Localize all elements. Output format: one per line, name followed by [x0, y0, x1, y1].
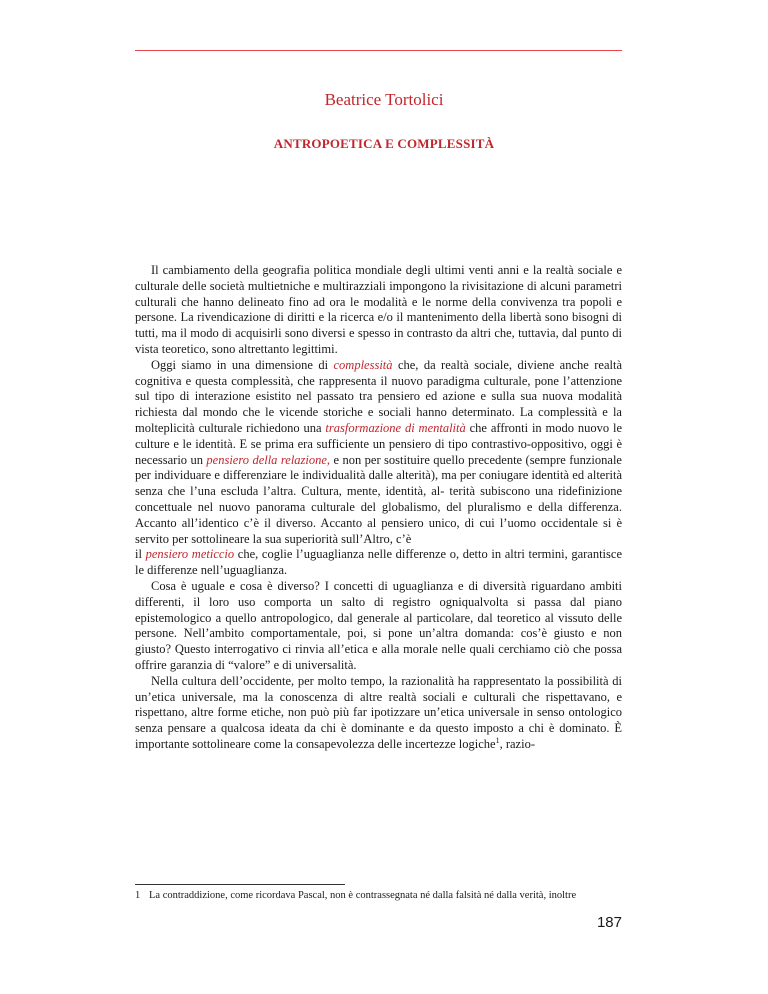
paragraph-3-text-b: che, coglie l’uguaglianza nelle differenze o, detto in altri termini, garantisce le differenze nell’uguaglianza.: [135, 547, 622, 578]
footnote-rule: [135, 884, 345, 885]
paragraph-1: Il cambiamento della geografia politica mondiale degli ultimi venti anni e la realtà sociale e culturale delle società multietniche e multirazziali impongono la rivisitazione di alcuni parametri culturali che hanno delineato fino ad ora le modalità e le norme della convivenza tra popoli e persone. La rivendicazione di diritti e la ricerca e/o il mantenimento della libertà sono bisogni di tutti, ma il modo di acquisirli sono diversi e spesso in contrasto da altri che, tuttavia, dal punto di vista teoretico, sono altrettanto legittimi.: [135, 263, 622, 356]
emphasis-trasformazione: trasformazione di mentalità: [325, 420, 466, 435]
paragraph-2: [135, 358, 622, 548]
footnote-reference: 1: [495, 735, 500, 745]
author-name: Beatrice Tortolici: [324, 90, 444, 109]
paragraph-5-text-b: , razio-: [499, 736, 535, 751]
paragraph-2-text-b: che, da realtà sociale, diviene anche realtà cognitiva e questa complessità, che rappresenta il nuovo paradigma culturale, pone l’attenzione sul tipo di interazione esistito nel passato tra pensiero ed azione e sulla sua nuova modalità richiesta dal mondo che le vicende storiche e sociali hanno determinato. La complessità e la molteplicità culturale richiedono una: [135, 357, 622, 435]
paragraph-2-text-a: Oggi siamo in una dimensione di: [151, 357, 334, 372]
page-number: 187: [596, 914, 622, 931]
paragraph-5-text-a: Nella cultura dell’occidente, per molto tempo, la razionalità ha rappresentato la possibilità di un’etica universale, ma la conoscenza di altre realtà sociali e culturali che rispettavano, e rispettano, altre forme etiche, non può più far ipotizzare un’etica universale in senso ontologico senza pensare a qualcosa ideata da chi è dominante e da questo imposto a chi è dominato. È importante sottolineare come la consapevolezza delle incertezze logiche: [135, 673, 622, 751]
paragraph-2-text-c: che affronti in modo nuovo le culture e le identità. E se prima era sufficiente un pensiero di tipo contrastivo-oppositivo, oggi è necessario un: [135, 420, 622, 467]
emphasis-pensiero-relazione: pensiero della relazione,: [206, 452, 331, 467]
body-text: [135, 263, 622, 753]
paragraph-3: [135, 547, 622, 579]
paragraph-2-text-d: e non per sostituire quello precedente (sempre funzionale per individuare e differenziare le individualità dalle alterità), ma per coniugare identità ed alterità senza che l’una escluda l’altra. Cultura, mente, identità, al- terità subiscono una ridefinizione concettuale nel nuovo panorama culturale del globalismo, del pluralismo e della differenza. Accanto all’identico c’è il diverso. Accanto al pensiero unico, di cui l’uomo occidentale si è servito per sottolineare la sua superiorità sull’Altro, c’è: [135, 452, 622, 546]
footnote-text: La contraddizione, come ricordava Pascal, non è contrassegnata né dalla falsità né dalla verità, inoltre: [149, 890, 577, 901]
emphasis-complessita: complessità: [333, 357, 393, 372]
header-rule: [135, 50, 622, 51]
footnote: [135, 889, 622, 902]
paragraph-3-text-a: il: [135, 547, 146, 562]
footnote-number: 1: [135, 890, 141, 901]
emphasis-pensiero-meticcio: pensiero meticcio: [145, 547, 235, 562]
paragraph-4: Cosa è uguale e cosa è diverso? I concetti di uguaglianza e di diversità riguardano ambiti differenti, il loro uso comporta un salto di registro ogniqualvolta si passa dal piano epistemologico a quello antropologico, dal generale al particolare, dal teoretico al vissuto delle persone. Nell’ambito comportamentale, poi, si pone un’altra domanda: cos’è giusto e non giusto? Questo interrogativo ci rinvia all’etica e alla morale nelle quali cerchiamo ciò che possa offrire garanzia di “valore” e di universalità.: [135, 578, 622, 672]
article-title: ANTROPOETICA E COMPLESSITÀ: [273, 136, 495, 151]
paragraph-5: [135, 674, 622, 753]
